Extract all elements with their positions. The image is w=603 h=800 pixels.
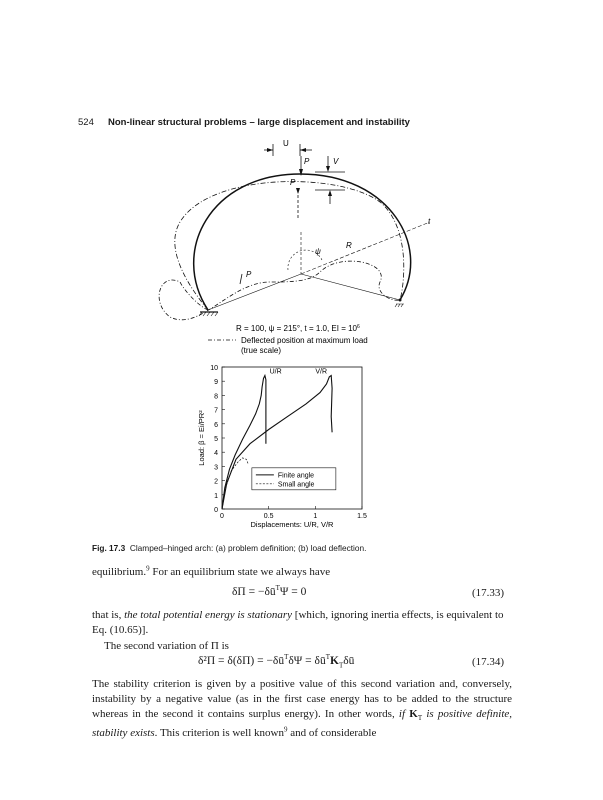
paragraph-3: The second variation of Π is [104,640,229,652]
x-tick-label: 1.5 [357,513,367,520]
y-tick-label: 9 [214,379,218,387]
equation-17-33: $\delta\Pi = -\delta ū^T\Psi = 0$ [232,584,307,598]
legend-small-angle: Small angle [277,481,315,489]
equation-number-17-34: (17.34) [472,656,505,668]
caption-text: Clamped–hinged arch: (a) problem definition; (b) load deflection. [129,543,367,553]
arch-params: R = 100, ψ = 215°, t = 1.0, EI = $10^6$ [236,324,360,333]
r-label: R [346,241,352,250]
arch-legend-line1: Deflected position at maximum load [241,336,368,345]
figure-caption [92,543,366,553]
y-tick-label: 7 [214,407,218,415]
annotation-ur: U/R [269,368,282,376]
page-number: 524 [78,117,94,128]
y-tick-label: 3 [214,464,218,472]
u-label: U [283,139,289,148]
x-axis-label: Displacements: U/R, V/R [250,520,334,529]
x-tick-label: 0 [220,513,224,520]
y-tick-label: 0 [214,507,218,514]
t-label: t [428,217,431,226]
legend-finite-angle: Finite angle [277,472,315,480]
paragraph-1: equilibrium.$^9$ For an equilibrium state we always have [92,564,331,578]
p-mid-label: P [290,178,296,187]
arch-legend-line2: (true scale) [241,346,282,355]
x-tick-label: 1 [313,513,318,520]
load-deflection-chart [195,362,380,532]
equation-number-17-33: (17.33) [472,587,505,599]
y-tick-label: 4 [214,450,218,458]
caption-label: Fig. 17.3 [92,543,126,553]
arch-diagram [140,132,460,362]
paragraph-4: The stability criterion is given by a positive value of this second variation and, conversely, instability by a negative value (as in the first case energy has to be added to the structure whereas in the second it contains surplus energy). In other words, if $K_T$ is positive definite, stability exists. This criterion is well known$^9$ and of considerable [92,678,513,740]
y-tick-label: 6 [214,421,218,429]
y-axis-label: Load: β = Ei/PR² [197,410,206,466]
y-tick-label: 10 [210,365,218,372]
x-tick-label: 0.5 [263,513,274,520]
v-label: V [333,157,339,166]
y-tick-label: 2 [214,478,218,486]
p-left-label: P [246,270,252,279]
y-tick-label: 1 [214,492,218,500]
psi-label: ψ [315,247,321,256]
paragraph-2: that is, the total potential energy is stationary [which, ignoring inertia effects, is equivalent to Eq. (10.65)]. [92,609,504,636]
annotation-vr: V/R [315,368,328,376]
y-tick-label: 8 [214,393,218,401]
running-header-title: Non-linear structural problems – large displacement and instability [108,117,410,128]
p-top-label: P [304,157,310,166]
y-tick-label: 5 [214,436,218,443]
equation-17-34: $\delta^2\Pi = \delta(\delta\Pi) = -\delta ū^T\delta\Psi$ = $\delta ū^TK_T\delta ū$ [198,653,355,670]
